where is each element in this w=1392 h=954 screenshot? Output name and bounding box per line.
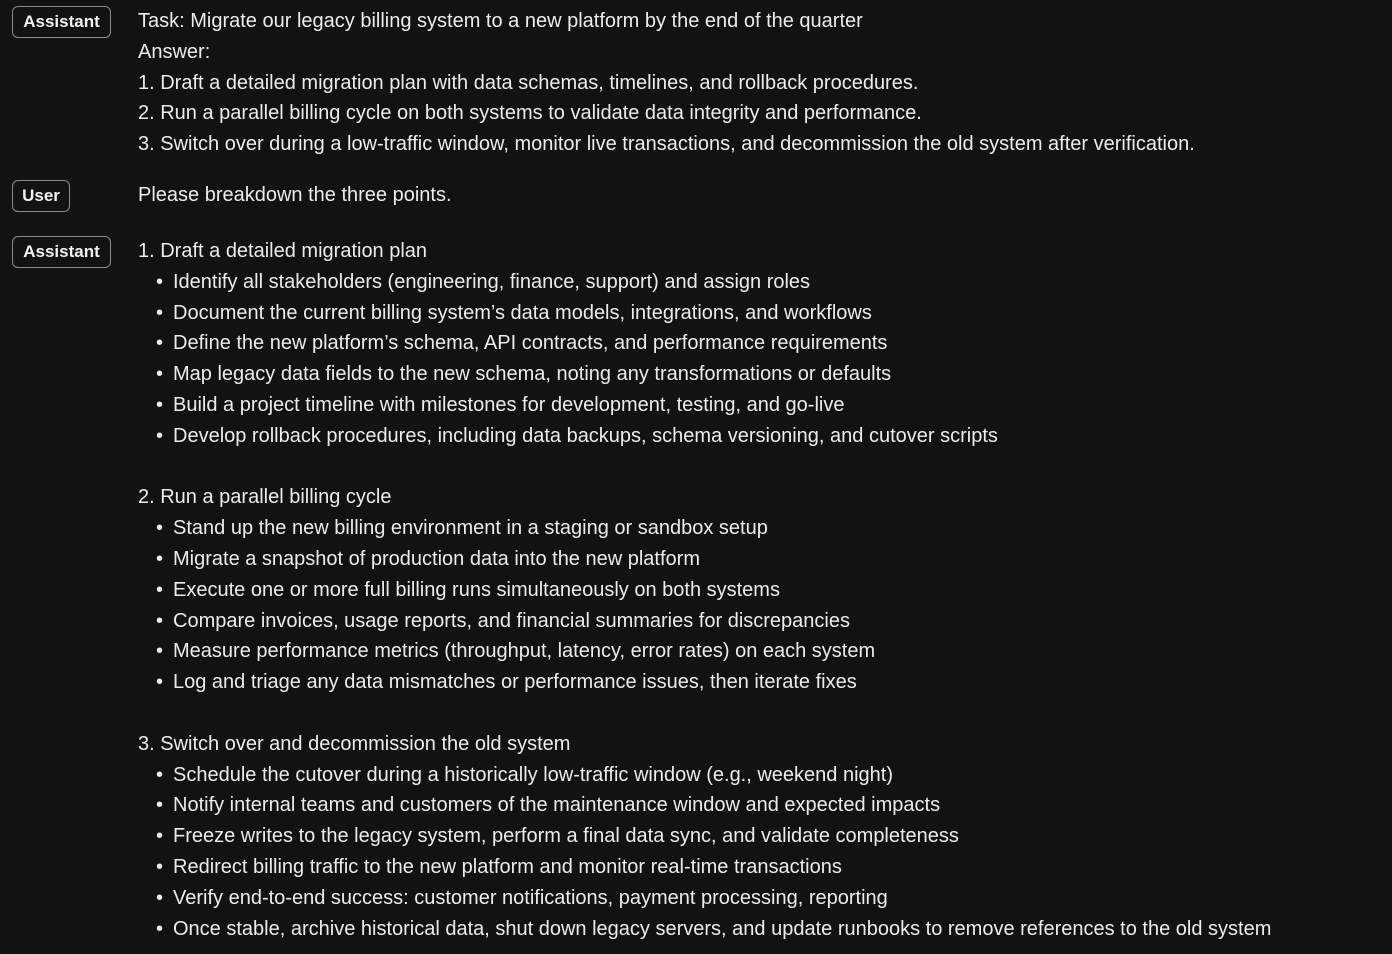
list-item: • Develop rollback procedures, including data backups, schema versioning, and cutover scripts — [138, 421, 1388, 452]
spacer — [138, 452, 1388, 483]
list-item: • Map legacy data fields to the new schema, noting any transformations or defaults — [138, 359, 1388, 390]
list-item: • Define the new platform’s schema, API contracts, and performance requirements — [138, 328, 1388, 359]
list-item: • Log and triage any data mismatches or performance issues, then iterate fixes — [138, 667, 1388, 698]
list-item: • Notify internal teams and customers of the maintenance window and expected impacts — [138, 790, 1388, 821]
message-content — [138, 236, 1388, 944]
message-content — [138, 180, 1388, 211]
list-item: • Build a project timeline with milestones for development, testing, and go-live — [138, 390, 1388, 421]
answer-point: 1. Draft a detailed migration plan with data schemas, timelines, and rollback procedures. — [138, 71, 919, 94]
list-item: • Schedule the cutover during a historically low-traffic window (e.g., weekend night) — [138, 760, 1388, 791]
list-item: • Execute one or more full billing runs simultaneously on both systems — [138, 575, 1388, 606]
list-item: • Stand up the new billing environment in a staging or sandbox setup — [138, 513, 1388, 544]
section-heading: 2. Run a parallel billing cycle — [138, 486, 392, 509]
role-badge-user: User — [12, 180, 70, 212]
list-item: • Compare invoices, usage reports, and financial summaries for discrepancies — [138, 606, 1388, 637]
user-text: Please breakdown the three points. — [138, 184, 452, 206]
task-text: Task: Migrate our legacy billing system to a new platform by the end of the quarter — [138, 10, 863, 32]
role-badge-assistant: Assistant — [12, 6, 111, 38]
spacer — [138, 698, 1388, 729]
list-item: • Document the current billing system’s data models, integrations, and workflows — [138, 298, 1388, 329]
answer-label: Answer: — [138, 40, 211, 63]
answer-point: 2. Run a parallel billing cycle on both systems to validate data integrity and performance. — [138, 102, 922, 125]
message-content — [138, 6, 1388, 160]
role-badge-assistant: Assistant — [12, 236, 111, 268]
list-item: • Identify all stakeholders (engineering, finance, support) and assign roles — [138, 267, 1388, 298]
list-item: • Redirect billing traffic to the new platform and monitor real-time transactions — [138, 852, 1388, 883]
list-item: • Migrate a snapshot of production data into the new platform — [138, 544, 1388, 575]
list-item: • Verify end-to-end success: customer notifications, payment processing, reporting — [138, 883, 1388, 914]
list-item: • Freeze writes to the legacy system, perform a final data sync, and validate completeness — [138, 821, 1388, 852]
section-heading: 1. Draft a detailed migration plan — [138, 240, 428, 262]
list-item: • Once stable, archive historical data, shut down legacy servers, and update runbooks to remove references to the old system — [138, 914, 1388, 945]
section-heading: 3. Switch over and decommission the old system — [138, 732, 571, 755]
list-item: • Measure performance metrics (throughput, latency, error rates) on each system — [138, 636, 1388, 667]
answer-point: 3. Switch over during a low-traffic window, monitor live transactions, and decommission the old system after verification. — [138, 133, 1195, 156]
